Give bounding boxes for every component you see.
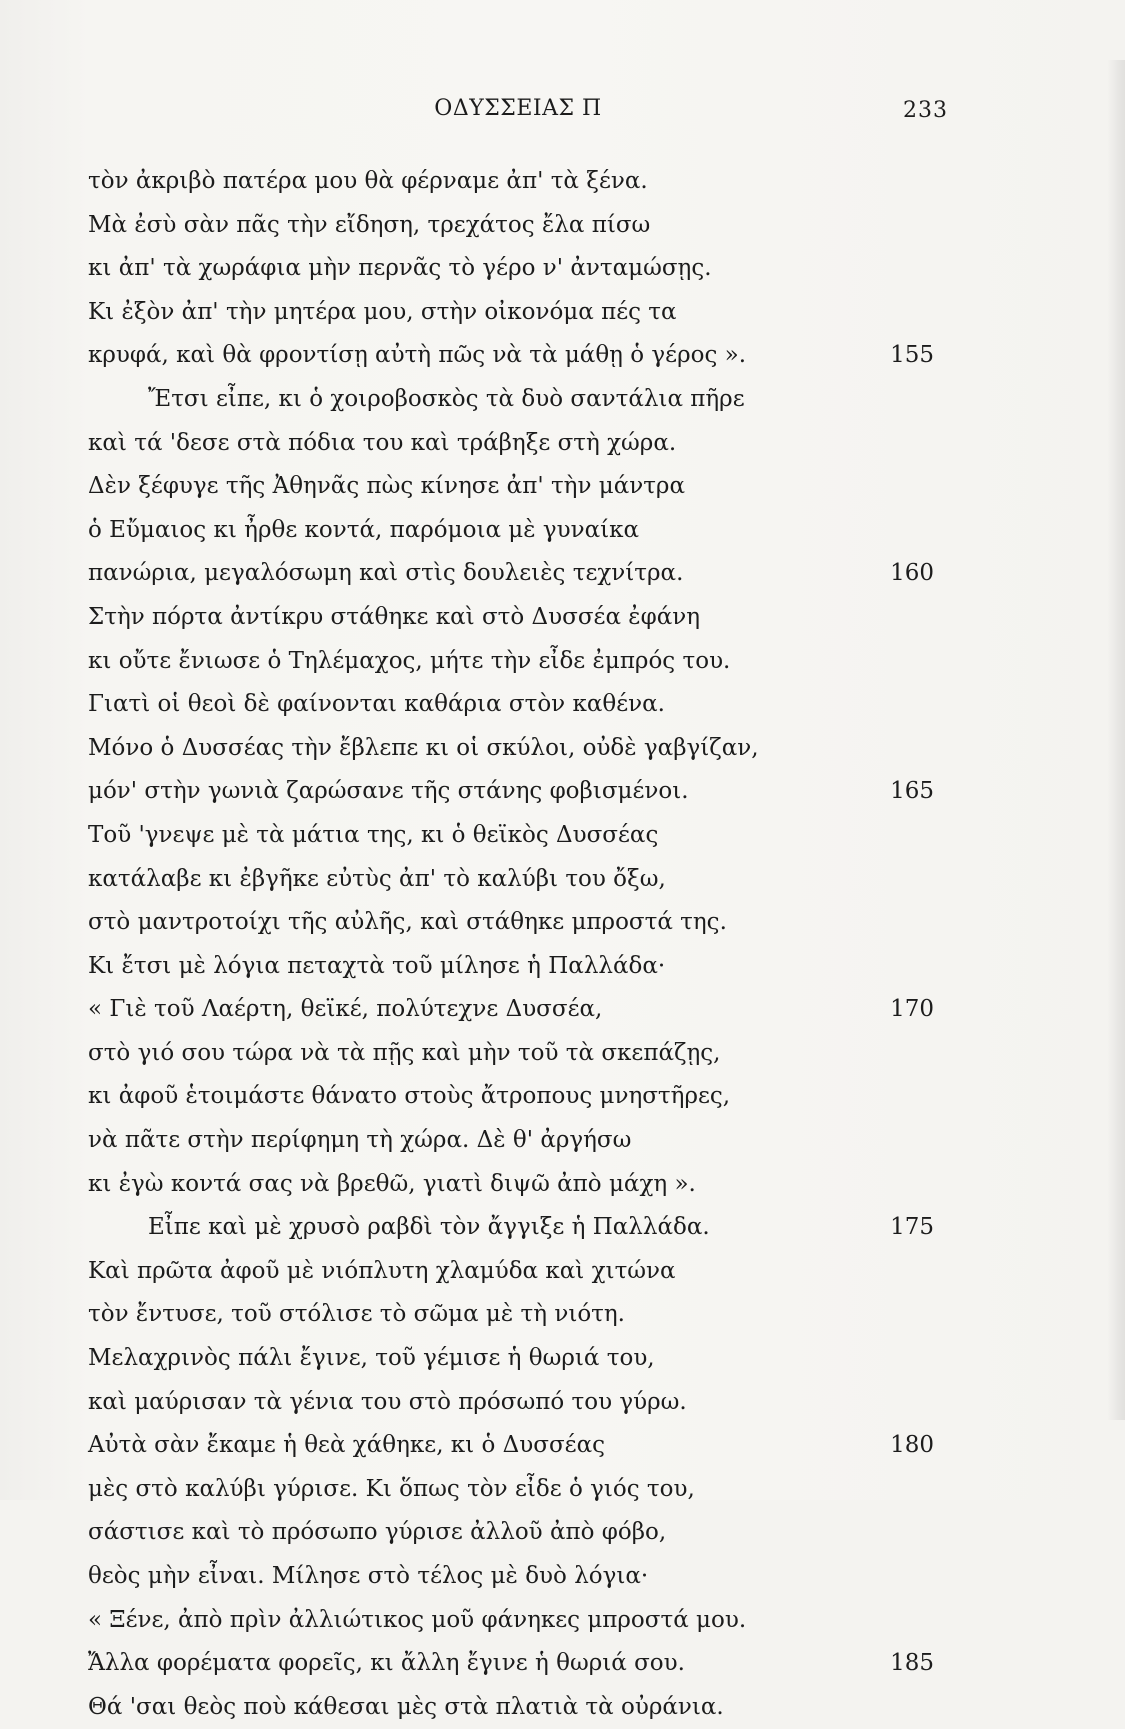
- verse-line: [88, 1206, 948, 1250]
- verse-line: [88, 683, 948, 727]
- verse-line: [88, 1686, 948, 1729]
- line-number: 165: [890, 778, 934, 805]
- verse-text: τὸν ἔντυσε, τοῦ στόλισε τὸ σῶμα μὲ τὴ νιότη.: [88, 1301, 625, 1328]
- page-edge-shadow: [1107, 60, 1125, 1420]
- verse-text: κατάλαβε κι ἐβγῆκε εὐτὺς ἀπ' τὸ καλύβι του ὄξω,: [88, 865, 666, 892]
- verse-text: « Γιὲ τοῦ Λαέρτη, θεϊκέ, πολύτεχνε Δυσσέα,: [88, 996, 603, 1023]
- verse-line: [88, 1599, 948, 1643]
- verse-text: Καὶ πρῶτα ἀφοῦ μὲ νιόπλυτη χλαμύδα καὶ χιτώνα: [88, 1257, 676, 1284]
- verse-text: Θά 'σαι θεὸς ποὺ κάθεσαι μὲς στὰ πλατιὰ τὰ οὐράνια.: [88, 1693, 724, 1720]
- verse-text: στὸ μαντροτοίχι τῆς αὐλῆς, καὶ στάθηκε μπροστά της.: [88, 909, 727, 936]
- verse-text: θεὸς μὴν εἶναι. Μίλησε στὸ τέλος μὲ δυὸ λόγια·: [88, 1563, 649, 1589]
- verse-line: [88, 247, 948, 291]
- verse-line: [88, 945, 948, 989]
- verse-text: Γιατὶ οἱ θεοὶ δὲ φαίνονται καθάρια στὸν καθένα.: [88, 691, 665, 718]
- line-number: 170: [890, 996, 934, 1023]
- verse-text: καὶ τά 'δεσε στὰ πόδια του καὶ τράβηξε στὴ χώρα.: [88, 429, 677, 456]
- verse-line: [88, 814, 948, 858]
- verse-text: Κι ἐξὸν ἀπ' τὴν μητέρα μου, στὴν οἰκονόμα πές τα: [88, 298, 677, 325]
- running-head: [88, 96, 948, 130]
- line-number: 155: [890, 342, 934, 369]
- verse-text: Εἶπε καὶ μὲ χρυσὸ ραβδὶ τὸν ἄγγιξε ἡ Παλλάδα.: [148, 1214, 710, 1241]
- verse-line: [88, 1424, 948, 1468]
- verse-line: [88, 1250, 948, 1294]
- verse-text: πανώρια, μεγαλόσωμη καὶ στὶς δουλειὲς τεχνίτρα.: [88, 560, 684, 587]
- verse-text: μόν' στὴν γωνιὰ ζαρώσανε τῆς στάνης φοβισμένοι.: [88, 778, 689, 805]
- verse-text: κι ἀπ' τὰ χωράφια μὴν περνᾶς τὸ γέρο ν' ἀνταμώσῃς.: [88, 255, 712, 282]
- verse-text: μὲς στὸ καλύβι γύρισε. Κι ὅπως τὸν εἶδε ὁ γιός του,: [88, 1475, 695, 1502]
- verse-line: [88, 901, 948, 945]
- verse-line: [88, 1511, 948, 1555]
- verse-text: νὰ πᾶτε στὴν περίφημη τὴ χώρα. Δὲ θ' ἀργήσω: [88, 1127, 632, 1154]
- line-number: 180: [890, 1432, 934, 1459]
- verse-text: ὁ Εὔμαιος κι ἦρθε κοντά, παρόμοια μὲ γυναίκα: [88, 516, 640, 543]
- verse-line: [88, 1642, 948, 1686]
- verse-line: [88, 1119, 948, 1163]
- verse-text: Ἄλλα φορέματα φορεῖς, κι ἄλλη ἔγινε ἡ θωριά σου.: [88, 1650, 685, 1677]
- verse-text: Μόνο ὁ Δυσσέας τὴν ἔβλεπε κι οἱ σκύλοι, οὐδὲ γαβγίζαν,: [88, 734, 759, 761]
- verse-line: [88, 160, 948, 204]
- verse-line: [88, 378, 948, 422]
- verse-text: Τοῦ 'γνεψε μὲ τὰ μάτια της, κι ὁ θεϊκὸς Δυσσέας: [88, 821, 659, 848]
- verse-line: [88, 1468, 948, 1512]
- verse-text: Ἔτσι εἶπε, κι ὁ χοιροβοσκὸς τὰ δυὸ σαντάλια πῆρε: [148, 385, 745, 412]
- verse-line: [88, 422, 948, 466]
- verse-line: [88, 1032, 948, 1076]
- verse-text: κι ἀφοῦ ἑτοιμάστε θάνατο στοὺς ἄτροπους μνηστῆρες,: [88, 1083, 731, 1110]
- verse-line: [88, 334, 948, 378]
- verse-block: [88, 160, 948, 1729]
- verse-line: [88, 596, 948, 640]
- verse-line: [88, 640, 948, 684]
- verse-text: σάστισε καὶ τὸ πρόσωπο γύρισε ἀλλοῦ ἀπὸ φόβο,: [88, 1519, 667, 1546]
- verse-text: τὸν ἀκριβὸ πατέρα μου θὰ φέρναμε ἀπ' τὰ ξένα.: [88, 168, 648, 194]
- page-number: 233: [903, 98, 948, 123]
- verse-line: [88, 552, 948, 596]
- verse-line: [88, 1337, 948, 1381]
- verse-text: καὶ μαύρισαν τὰ γένια του στὸ πρόσωπό του γύρω.: [88, 1388, 687, 1415]
- verse-line: [88, 204, 948, 248]
- verse-text: στὸ γιό σου τώρα νὰ τὰ πῇς καὶ μὴν τοῦ τὰ σκεπάζῃς,: [88, 1039, 721, 1066]
- running-title: ΟΔΥΣΣΕΙΑΣ Π: [434, 96, 602, 121]
- verse-line: [88, 1075, 948, 1119]
- verse-line: [88, 1293, 948, 1337]
- verse-line: [88, 509, 948, 553]
- verse-line: [88, 291, 948, 335]
- verse-text: κι οὔτε ἔνιωσε ὁ Τηλέμαχος, μήτε τὴν εἶδε ἐμπρός του.: [88, 647, 731, 674]
- line-number: 160: [890, 560, 934, 587]
- verse-text: Αὐτὰ σὰν ἔκαμε ἡ θεὰ χάθηκε, κι ὁ Δυσσέας: [88, 1432, 605, 1459]
- verse-text: Μελαχρινὸς πάλι ἔγινε, τοῦ γέμισε ἡ θωριά του,: [88, 1345, 655, 1372]
- verse-line: [88, 1555, 948, 1599]
- verse-line: [88, 1381, 948, 1425]
- verse-line: [88, 988, 948, 1032]
- line-number: 175: [890, 1214, 934, 1241]
- verse-line: [88, 727, 948, 771]
- verse-line: [88, 465, 948, 509]
- verse-text: Κι ἔτσι μὲ λόγια πεταχτὰ τοῦ μίλησε ἡ Παλλάδα·: [88, 952, 666, 979]
- verse-line: [88, 1163, 948, 1207]
- line-number: 185: [890, 1650, 934, 1677]
- verse-text: Μὰ ἐσὺ σὰν πᾶς τὴν εἴδηση, τρεχάτος ἔλα πίσω: [88, 211, 651, 238]
- verse-line: [88, 770, 948, 814]
- verse-text: κι ἐγὼ κοντά σας νὰ βρεθῶ, γιατὶ διψῶ ἀπὸ μάχη ».: [88, 1170, 696, 1197]
- verse-text: κρυφά, καὶ θὰ φροντίσῃ αὐτὴ πῶς νὰ τὰ μάθῃ ὁ γέρος ».: [88, 342, 747, 369]
- verse-line: [88, 858, 948, 902]
- verse-text: « Ξένε, ἀπὸ πρὶν ἀλλιώτικος μοῦ φάνηκες μπροστά μου.: [88, 1606, 747, 1633]
- verse-text: Δὲν ξέφυγε τῆς Ἀθηνᾶς πὼς κίνησε ἀπ' τὴν μάντρα: [88, 473, 685, 500]
- verse-text: Στὴν πόρτα ἀντίκρυ στάθηκε καὶ στὸ Δυσσέα ἐφάνη: [88, 603, 701, 630]
